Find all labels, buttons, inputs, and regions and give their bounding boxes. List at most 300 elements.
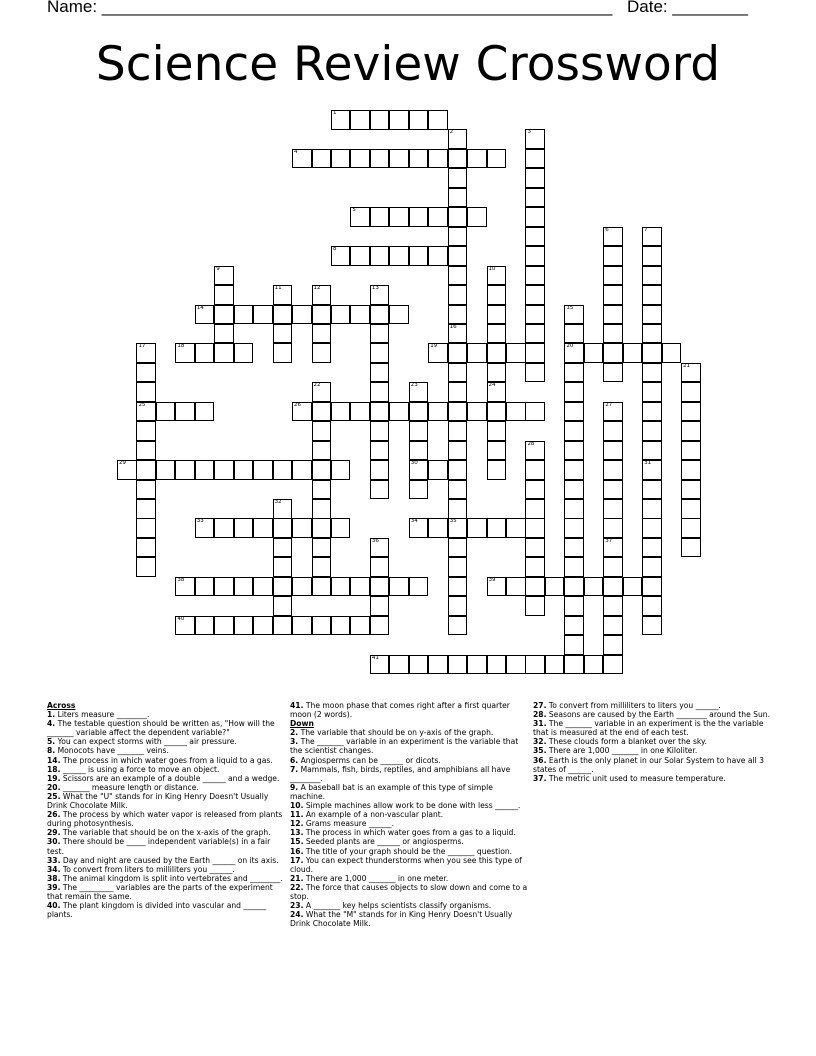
crossword-cell[interactable] (389, 207, 409, 227)
crossword-cell[interactable] (448, 538, 468, 558)
crossword-cell[interactable] (234, 577, 254, 597)
crossword-cell[interactable] (312, 538, 332, 558)
crossword-cell[interactable] (467, 402, 487, 422)
crossword-cell[interactable] (564, 616, 584, 636)
crossword-cell[interactable] (273, 596, 293, 616)
crossword-cell[interactable] (642, 499, 662, 519)
crossword-cell[interactable] (292, 460, 312, 480)
crossword-cell[interactable] (603, 499, 623, 519)
crossword-cell[interactable] (487, 266, 507, 286)
crossword-cell[interactable] (409, 402, 429, 422)
crossword-cell[interactable] (448, 207, 468, 227)
crossword-cell[interactable] (525, 188, 545, 208)
crossword-cell[interactable] (448, 129, 468, 149)
crossword-cell[interactable] (370, 577, 390, 597)
crossword-cell[interactable] (487, 441, 507, 461)
crossword-cell[interactable] (681, 499, 701, 519)
crossword-cell[interactable] (331, 110, 351, 130)
crossword-cell[interactable] (642, 305, 662, 325)
crossword-cell[interactable] (448, 188, 468, 208)
crossword-cell[interactable] (506, 402, 526, 422)
crossword-cell[interactable] (448, 266, 468, 286)
crossword-cell[interactable] (409, 441, 429, 461)
crossword-cell[interactable] (603, 616, 623, 636)
crossword-cell[interactable] (214, 616, 234, 636)
crossword-cell[interactable] (389, 577, 409, 597)
crossword-cell[interactable] (370, 149, 390, 169)
crossword-cell[interactable] (312, 149, 332, 169)
crossword-cell[interactable] (312, 305, 332, 325)
crossword-cell[interactable] (292, 305, 312, 325)
crossword-cell[interactable] (564, 577, 584, 597)
crossword-cell[interactable] (681, 421, 701, 441)
crossword-cell[interactable] (370, 616, 390, 636)
crossword-cell[interactable] (428, 460, 448, 480)
crossword-cell[interactable] (545, 577, 565, 597)
crossword-cell[interactable] (273, 538, 293, 558)
crossword-cell[interactable] (603, 324, 623, 344)
crossword-cell[interactable] (370, 285, 390, 305)
crossword-cell[interactable] (312, 441, 332, 461)
crossword-cell[interactable] (253, 460, 273, 480)
crossword-cell[interactable] (331, 518, 351, 538)
crossword-cell[interactable] (214, 324, 234, 344)
crossword-cell[interactable] (253, 305, 273, 325)
crossword-cell[interactable] (350, 616, 370, 636)
crossword-cell[interactable] (564, 596, 584, 616)
crossword-cell[interactable] (136, 402, 156, 422)
crossword-cell[interactable] (681, 441, 701, 461)
crossword-cell[interactable] (467, 518, 487, 538)
crossword-cell[interactable] (292, 577, 312, 597)
crossword-cell[interactable] (234, 518, 254, 538)
crossword-cell[interactable] (117, 460, 137, 480)
crossword-cell[interactable] (175, 577, 195, 597)
crossword-cell[interactable] (642, 402, 662, 422)
crossword-cell[interactable] (389, 246, 409, 266)
crossword-cell[interactable] (525, 538, 545, 558)
crossword-cell[interactable] (681, 480, 701, 500)
crossword-cell[interactable] (448, 363, 468, 383)
crossword-cell[interactable] (525, 305, 545, 325)
crossword-cell[interactable] (448, 343, 468, 363)
crossword-cell[interactable] (389, 110, 409, 130)
crossword-cell[interactable] (312, 499, 332, 519)
crossword-cell[interactable] (370, 110, 390, 130)
crossword-cell[interactable] (312, 616, 332, 636)
crossword-cell[interactable] (564, 402, 584, 422)
crossword-cell[interactable] (448, 518, 468, 538)
crossword-cell[interactable] (525, 577, 545, 597)
crossword-cell[interactable] (681, 363, 701, 383)
crossword-cell[interactable] (214, 343, 234, 363)
crossword-cell[interactable] (389, 655, 409, 675)
crossword-cell[interactable] (564, 343, 584, 363)
crossword-cell[interactable] (234, 460, 254, 480)
crossword-cell[interactable] (642, 616, 662, 636)
crossword-cell[interactable] (642, 363, 662, 383)
crossword-cell[interactable] (603, 655, 623, 675)
crossword-cell[interactable] (331, 402, 351, 422)
crossword-cell[interactable] (273, 577, 293, 597)
crossword-cell[interactable] (370, 363, 390, 383)
name-field[interactable]: Name: ______________________________________________________ (47, 0, 613, 16)
crossword-cell[interactable] (370, 557, 390, 577)
crossword-cell[interactable] (525, 227, 545, 247)
crossword-cell[interactable] (428, 655, 448, 675)
crossword-cell[interactable] (525, 557, 545, 577)
crossword-cell[interactable] (292, 402, 312, 422)
crossword-cell[interactable] (136, 499, 156, 519)
crossword-cell[interactable] (350, 402, 370, 422)
crossword-cell[interactable] (136, 441, 156, 461)
crossword-cell[interactable] (292, 149, 312, 169)
crossword-cell[interactable] (331, 577, 351, 597)
crossword-cell[interactable] (525, 596, 545, 616)
crossword-cell[interactable] (525, 402, 545, 422)
crossword-cell[interactable] (370, 655, 390, 675)
crossword-cell[interactable] (564, 305, 584, 325)
crossword-cell[interactable] (389, 149, 409, 169)
crossword-cell[interactable] (312, 421, 332, 441)
crossword-cell[interactable] (312, 518, 332, 538)
crossword-cell[interactable] (564, 499, 584, 519)
crossword-cell[interactable] (564, 480, 584, 500)
crossword-cell[interactable] (564, 460, 584, 480)
crossword-cell[interactable] (564, 382, 584, 402)
crossword-cell[interactable] (448, 168, 468, 188)
crossword-cell[interactable] (525, 285, 545, 305)
crossword-cell[interactable] (487, 655, 507, 675)
crossword-cell[interactable] (350, 149, 370, 169)
crossword-cell[interactable] (584, 343, 604, 363)
crossword-cell[interactable] (467, 149, 487, 169)
crossword-cell[interactable] (312, 343, 332, 363)
crossword-cell[interactable] (487, 460, 507, 480)
crossword-cell[interactable] (603, 246, 623, 266)
crossword-cell[interactable] (312, 402, 332, 422)
crossword-cell[interactable] (428, 246, 448, 266)
crossword-cell[interactable] (603, 577, 623, 597)
crossword-cell[interactable] (273, 557, 293, 577)
crossword-cell[interactable] (564, 441, 584, 461)
crossword-cell[interactable] (603, 538, 623, 558)
crossword-cell[interactable] (603, 518, 623, 538)
crossword-cell[interactable] (487, 363, 507, 383)
crossword-cell[interactable] (487, 382, 507, 402)
crossword-cell[interactable] (642, 538, 662, 558)
crossword-cell[interactable] (448, 227, 468, 247)
crossword-cell[interactable] (525, 363, 545, 383)
crossword-cell[interactable] (370, 538, 390, 558)
crossword-cell[interactable] (603, 480, 623, 500)
crossword-cell[interactable] (642, 324, 662, 344)
crossword-cell[interactable] (525, 266, 545, 286)
crossword-cell[interactable] (195, 518, 215, 538)
crossword-cell[interactable] (545, 655, 565, 675)
crossword-cell[interactable] (448, 557, 468, 577)
crossword-cell[interactable] (409, 480, 429, 500)
crossword-cell[interactable] (525, 441, 545, 461)
crossword-cell[interactable] (312, 460, 332, 480)
crossword-cell[interactable] (487, 305, 507, 325)
crossword-cell[interactable] (409, 207, 429, 227)
crossword-cell[interactable] (214, 285, 234, 305)
crossword-cell[interactable] (603, 305, 623, 325)
crossword-cell[interactable] (525, 499, 545, 519)
crossword-cell[interactable] (525, 480, 545, 500)
crossword-cell[interactable] (234, 343, 254, 363)
crossword-cell[interactable] (642, 227, 662, 247)
crossword-cell[interactable] (195, 305, 215, 325)
crossword-cell[interactable] (370, 343, 390, 363)
crossword-cell[interactable] (234, 305, 254, 325)
crossword-cell[interactable] (448, 149, 468, 169)
crossword-cell[interactable] (487, 343, 507, 363)
date-field[interactable]: Date: ________ (627, 0, 748, 16)
crossword-cell[interactable] (448, 499, 468, 519)
crossword-cell[interactable] (487, 518, 507, 538)
crossword-cell[interactable] (487, 324, 507, 344)
crossword-cell[interactable] (467, 655, 487, 675)
crossword-cell[interactable] (273, 616, 293, 636)
crossword-cell[interactable] (487, 402, 507, 422)
crossword-cell[interactable] (603, 285, 623, 305)
crossword-cell[interactable] (195, 402, 215, 422)
crossword-cell[interactable] (467, 343, 487, 363)
crossword-cell[interactable] (506, 577, 526, 597)
crossword-cell[interactable] (195, 577, 215, 597)
crossword-cell[interactable] (681, 518, 701, 538)
crossword-cell[interactable] (506, 655, 526, 675)
crossword-cell[interactable] (525, 149, 545, 169)
crossword-cell[interactable] (175, 616, 195, 636)
crossword-cell[interactable] (273, 324, 293, 344)
crossword-cell[interactable] (370, 382, 390, 402)
crossword-cell[interactable] (350, 305, 370, 325)
crossword-cell[interactable] (312, 285, 332, 305)
crossword-cell[interactable] (136, 343, 156, 363)
crossword-cell[interactable] (642, 343, 662, 363)
crossword-cell[interactable] (525, 246, 545, 266)
crossword-cell[interactable] (136, 557, 156, 577)
crossword-cell[interactable] (681, 538, 701, 558)
crossword-cell[interactable] (292, 518, 312, 538)
crossword-cell[interactable] (642, 246, 662, 266)
crossword-cell[interactable] (623, 577, 643, 597)
crossword-cell[interactable] (370, 596, 390, 616)
crossword-cell[interactable] (448, 382, 468, 402)
crossword-cell[interactable] (642, 577, 662, 597)
crossword-cell[interactable] (136, 382, 156, 402)
crossword-cell[interactable] (273, 499, 293, 519)
crossword-cell[interactable] (603, 596, 623, 616)
crossword-cell[interactable] (428, 207, 448, 227)
crossword-cell[interactable] (506, 518, 526, 538)
crossword-cell[interactable] (156, 460, 176, 480)
crossword-cell[interactable] (448, 616, 468, 636)
crossword-cell[interactable] (564, 655, 584, 675)
crossword-cell[interactable] (525, 460, 545, 480)
crossword-cell[interactable] (642, 460, 662, 480)
crossword-cell[interactable] (136, 480, 156, 500)
crossword-cell[interactable] (370, 305, 390, 325)
crossword-cell[interactable] (409, 149, 429, 169)
crossword-cell[interactable] (156, 402, 176, 422)
crossword-cell[interactable] (136, 518, 156, 538)
crossword-cell[interactable] (428, 518, 448, 538)
crossword-cell[interactable] (642, 285, 662, 305)
crossword-cell[interactable] (642, 557, 662, 577)
crossword-cell[interactable] (662, 343, 682, 363)
crossword-cell[interactable] (428, 343, 448, 363)
crossword-cell[interactable] (428, 402, 448, 422)
crossword-cell[interactable] (370, 402, 390, 422)
crossword-cell[interactable] (253, 616, 273, 636)
crossword-cell[interactable] (409, 246, 429, 266)
crossword-cell[interactable] (564, 538, 584, 558)
crossword-cell[interactable] (331, 460, 351, 480)
crossword-cell[interactable] (409, 110, 429, 130)
crossword-cell[interactable] (175, 343, 195, 363)
crossword-cell[interactable] (214, 577, 234, 597)
crossword-cell[interactable] (603, 557, 623, 577)
crossword-cell[interactable] (136, 460, 156, 480)
crossword-cell[interactable] (467, 207, 487, 227)
crossword-cell[interactable] (564, 363, 584, 383)
crossword-cell[interactable] (350, 110, 370, 130)
crossword-cell[interactable] (370, 324, 390, 344)
crossword-cell[interactable] (331, 149, 351, 169)
crossword-cell[interactable] (350, 246, 370, 266)
crossword-cell[interactable] (350, 207, 370, 227)
crossword-cell[interactable] (603, 266, 623, 286)
crossword-cell[interactable] (214, 266, 234, 286)
crossword-cell[interactable] (448, 324, 468, 344)
crossword-cell[interactable] (448, 577, 468, 597)
crossword-cell[interactable] (448, 421, 468, 441)
crossword-cell[interactable] (195, 616, 215, 636)
crossword-cell[interactable] (564, 635, 584, 655)
crossword-cell[interactable] (370, 246, 390, 266)
crossword-cell[interactable] (175, 402, 195, 422)
crossword-cell[interactable] (564, 518, 584, 538)
crossword-cell[interactable] (603, 460, 623, 480)
crossword-cell[interactable] (273, 343, 293, 363)
crossword-cell[interactable] (214, 460, 234, 480)
crossword-cell[interactable] (175, 460, 195, 480)
crossword-cell[interactable] (331, 246, 351, 266)
crossword-cell[interactable] (214, 305, 234, 325)
crossword-cell[interactable] (525, 518, 545, 538)
crossword-cell[interactable] (487, 421, 507, 441)
crossword-cell[interactable] (409, 655, 429, 675)
crossword-cell[interactable] (409, 460, 429, 480)
crossword-cell[interactable] (136, 363, 156, 383)
crossword-cell[interactable] (448, 596, 468, 616)
crossword-cell[interactable] (409, 518, 429, 538)
crossword-cell[interactable] (603, 363, 623, 383)
crossword-cell[interactable] (642, 518, 662, 538)
crossword-cell[interactable] (409, 382, 429, 402)
crossword-cell[interactable] (448, 285, 468, 305)
crossword-cell[interactable] (195, 460, 215, 480)
crossword-cell[interactable] (409, 577, 429, 597)
crossword-cell[interactable] (312, 480, 332, 500)
crossword-cell[interactable] (603, 635, 623, 655)
crossword-cell[interactable] (642, 441, 662, 461)
crossword-cell[interactable] (584, 577, 604, 597)
crossword-cell[interactable] (370, 207, 390, 227)
crossword-cell[interactable] (389, 402, 409, 422)
crossword-cell[interactable] (642, 596, 662, 616)
crossword-cell[interactable] (623, 343, 643, 363)
crossword-cell[interactable] (331, 305, 351, 325)
crossword-cell[interactable] (603, 421, 623, 441)
crossword-cell[interactable] (448, 246, 468, 266)
crossword-cell[interactable] (253, 518, 273, 538)
crossword-cell[interactable] (273, 285, 293, 305)
crossword-cell[interactable] (525, 129, 545, 149)
crossword-cell[interactable] (331, 616, 351, 636)
crossword-cell[interactable] (136, 538, 156, 558)
crossword-cell[interactable] (312, 382, 332, 402)
crossword-cell[interactable] (564, 324, 584, 344)
crossword-cell[interactable] (234, 616, 254, 636)
crossword-cell[interactable] (525, 343, 545, 363)
crossword-cell[interactable] (448, 441, 468, 461)
crossword-cell[interactable] (312, 324, 332, 344)
crossword-cell[interactable] (389, 305, 409, 325)
crossword-cell[interactable] (273, 305, 293, 325)
crossword-cell[interactable] (681, 382, 701, 402)
crossword-cell[interactable] (564, 557, 584, 577)
crossword-cell[interactable] (273, 460, 293, 480)
crossword-cell[interactable] (448, 402, 468, 422)
crossword-cell[interactable] (292, 616, 312, 636)
crossword-cell[interactable] (428, 110, 448, 130)
crossword-cell[interactable] (214, 518, 234, 538)
crossword-cell[interactable] (525, 324, 545, 344)
crossword-cell[interactable] (448, 655, 468, 675)
crossword-cell[interactable] (603, 343, 623, 363)
crossword-cell[interactable] (136, 421, 156, 441)
crossword-cell[interactable] (409, 421, 429, 441)
crossword-cell[interactable] (370, 460, 390, 480)
crossword-cell[interactable] (273, 518, 293, 538)
crossword-cell[interactable] (487, 285, 507, 305)
crossword-cell[interactable] (642, 266, 662, 286)
crossword-cell[interactable] (506, 343, 526, 363)
crossword-cell[interactable] (525, 207, 545, 227)
crossword-cell[interactable] (603, 227, 623, 247)
crossword-cell[interactable] (370, 421, 390, 441)
crossword-cell[interactable] (525, 168, 545, 188)
crossword-cell[interactable] (253, 577, 273, 597)
crossword-cell[interactable] (350, 577, 370, 597)
crossword-cell[interactable] (642, 382, 662, 402)
crossword-cell[interactable] (370, 441, 390, 461)
crossword-cell[interactable] (642, 480, 662, 500)
crossword-cell[interactable] (428, 149, 448, 169)
crossword-cell[interactable] (448, 305, 468, 325)
crossword-cell[interactable] (448, 480, 468, 500)
crossword-cell[interactable] (681, 460, 701, 480)
crossword-cell[interactable] (195, 343, 215, 363)
crossword-cell[interactable] (564, 421, 584, 441)
crossword-cell[interactable] (681, 402, 701, 422)
crossword-cell[interactable] (487, 577, 507, 597)
